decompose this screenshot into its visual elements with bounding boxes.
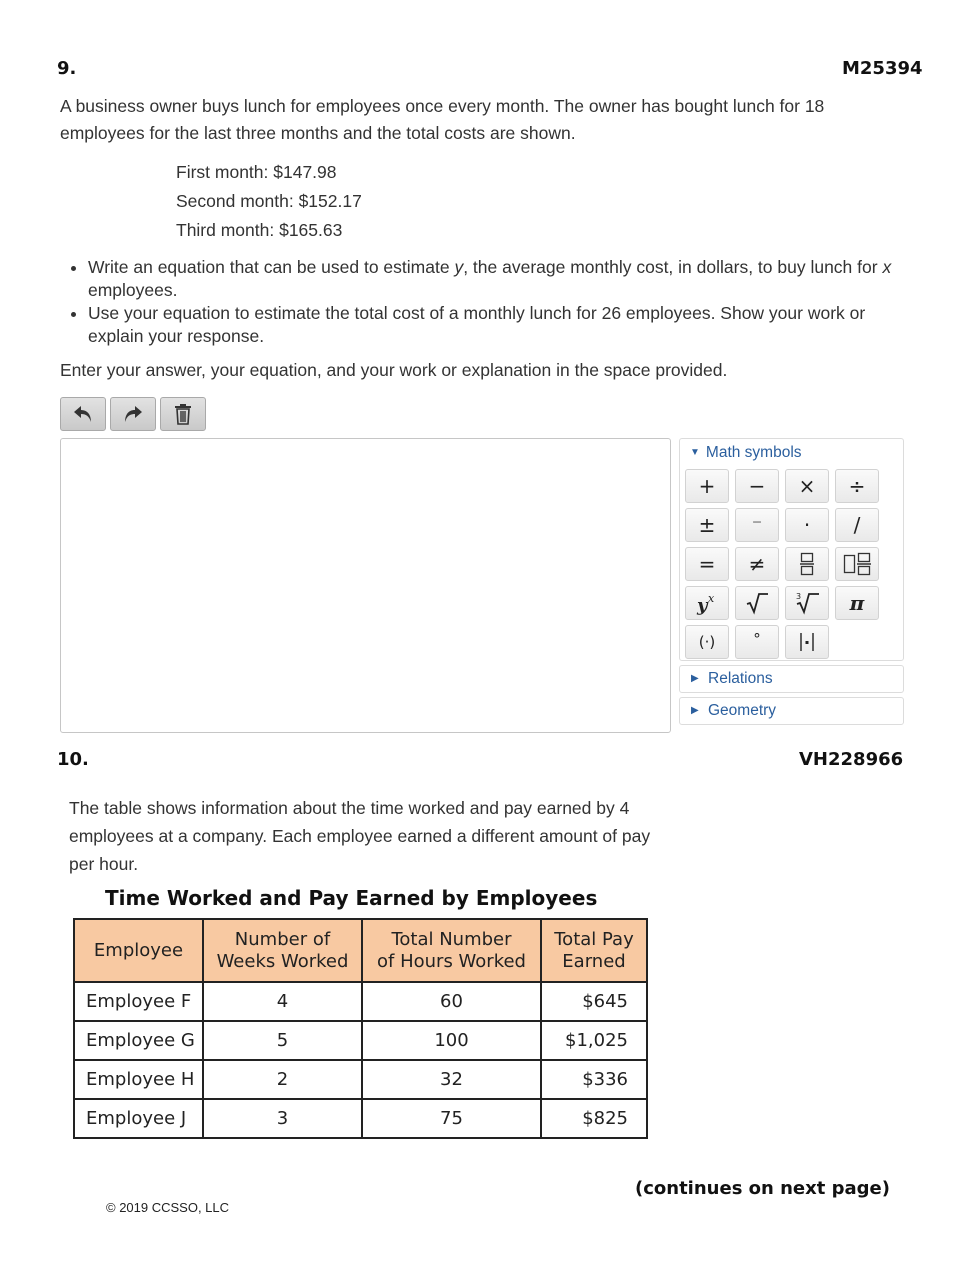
pay-earned: $825 [541, 1099, 647, 1138]
employee-name: Employee H [74, 1060, 203, 1099]
header-employee: Employee [74, 919, 203, 982]
first-month-cost: First month: $147.98 [176, 162, 337, 182]
table-title: Time Worked and Pay Earned by Employees [105, 886, 598, 910]
times-symbol-button[interactable]: × [785, 469, 829, 503]
absolute-value-button[interactable] [785, 625, 829, 659]
exponent-button[interactable] [685, 586, 729, 620]
delete-button[interactable] [160, 397, 206, 431]
answer-input-area[interactable] [60, 438, 671, 733]
table-header-row [74, 919, 647, 982]
weeks-worked: 2 [203, 1060, 362, 1099]
trash-icon [174, 403, 192, 425]
undo-icon [72, 404, 94, 424]
pay-earned: $336 [541, 1060, 647, 1099]
plus-minus-symbol-button[interactable]: ± [685, 508, 729, 542]
question-9-intro [60, 93, 940, 147]
square-root-button[interactable] [735, 586, 779, 620]
divide-symbol-button[interactable]: ÷ [835, 469, 879, 503]
continues-note: (continues on next page) [635, 1178, 890, 1199]
parentheses-button[interactable]: (·) [685, 625, 729, 659]
square-root-icon [745, 591, 769, 615]
math-symbols-toggle[interactable]: ▼ Math symbols [690, 444, 802, 461]
hours-worked: 32 [362, 1060, 541, 1099]
intro-line: employees at a company. Each employee earned a different amount of pay [69, 826, 651, 846]
employee-name: Employee J [74, 1099, 203, 1138]
equals-symbol-button[interactable]: = [685, 547, 729, 581]
employee-name: Employee G [74, 1021, 203, 1060]
mixed-number-icon [843, 552, 871, 576]
third-month-cost: Third month: $165.63 [176, 220, 343, 240]
employee-name: Employee F [74, 982, 203, 1021]
degree-symbol-button[interactable]: ° [735, 625, 779, 659]
table-row [74, 1060, 647, 1099]
question-9-id: M25394 [842, 58, 923, 79]
intro-line: The table shows information about the time worked and pay earned by 4 [69, 798, 630, 818]
hours-worked: 60 [362, 982, 541, 1021]
question-10-id: VH228966 [799, 749, 904, 770]
weeks-worked: 4 [203, 982, 362, 1021]
intro-line: per hour. [69, 854, 139, 874]
question-9-number: 9. [57, 58, 77, 79]
redo-button[interactable] [110, 397, 156, 431]
geometry-toggle[interactable]: ▶ Geometry [679, 697, 904, 725]
table-row [74, 982, 647, 1021]
not-equal-symbol-button[interactable]: ≠ [735, 547, 779, 581]
cube-root-icon [794, 590, 820, 616]
triangle-right-icon: ▶ [691, 705, 699, 716]
undo-button[interactable] [60, 397, 106, 431]
svg-text:3: 3 [796, 592, 802, 601]
question-10-intro [69, 794, 709, 878]
minus-symbol-button[interactable]: − [735, 469, 779, 503]
svg-text:y: y [697, 595, 708, 615]
bullet-equation: • Write an equation that can be used to estimate y, the average monthly cost, in dollars, to buy lunch for x employees. [88, 256, 910, 302]
weeks-worked: 3 [203, 1099, 362, 1138]
pay-earned: $645 [541, 982, 647, 1021]
plus-symbol-button[interactable]: + [685, 469, 729, 503]
negative-symbol-button[interactable]: ⁻ [735, 508, 779, 542]
cube-root-button[interactable] [785, 586, 829, 620]
redo-icon [122, 404, 144, 424]
dot-symbol-button[interactable]: · [785, 508, 829, 542]
pi-symbol-button[interactable]: π [835, 586, 879, 620]
weeks-worked: 5 [203, 1021, 362, 1060]
math-symbols-panel [679, 438, 904, 661]
hours-worked: 100 [362, 1021, 541, 1060]
svg-text:x: x [708, 592, 715, 605]
exponent-icon [695, 591, 719, 615]
header-weeks: Number of Weeks Worked [203, 919, 362, 982]
header-hours: Total Number of Hours Worked [362, 919, 541, 982]
triangle-right-icon: ▶ [691, 673, 699, 684]
employees-table [73, 918, 648, 1139]
absolute-value-icon [798, 631, 816, 653]
slash-symbol-button[interactable]: / [835, 508, 879, 542]
table-row [74, 1021, 647, 1060]
question-10-number: 10. [57, 749, 89, 770]
bullet-estimate: • Use your equation to estimate the total cost of a monthly lunch for 26 employees. Show your work or explain your response. [88, 302, 910, 348]
fraction-button[interactable] [785, 547, 829, 581]
triangle-down-icon: ▼ [690, 447, 700, 458]
month-costs-list [176, 158, 362, 245]
fraction-icon [800, 552, 814, 576]
relations-toggle[interactable]: ▶ Relations [679, 665, 904, 693]
answer-instruction: Enter your answer, your equation, and your work or explanation in the space provided. [60, 360, 728, 380]
hours-worked: 75 [362, 1099, 541, 1138]
pay-earned: $1,025 [541, 1021, 647, 1060]
mixed-number-button[interactable] [835, 547, 879, 581]
second-month-cost: Second month: $152.17 [176, 191, 362, 211]
header-pay: Total Pay Earned [541, 919, 647, 982]
intro-line: A business owner buys lunch for employees once every month. The owner has bought lunch for 18 [60, 96, 825, 116]
intro-line: employees for the last three months and the total costs are shown. [60, 123, 576, 143]
table-row [74, 1099, 647, 1138]
task-bullets [60, 256, 910, 348]
copyright: © 2019 CCSSO, LLC [106, 1200, 230, 1215]
